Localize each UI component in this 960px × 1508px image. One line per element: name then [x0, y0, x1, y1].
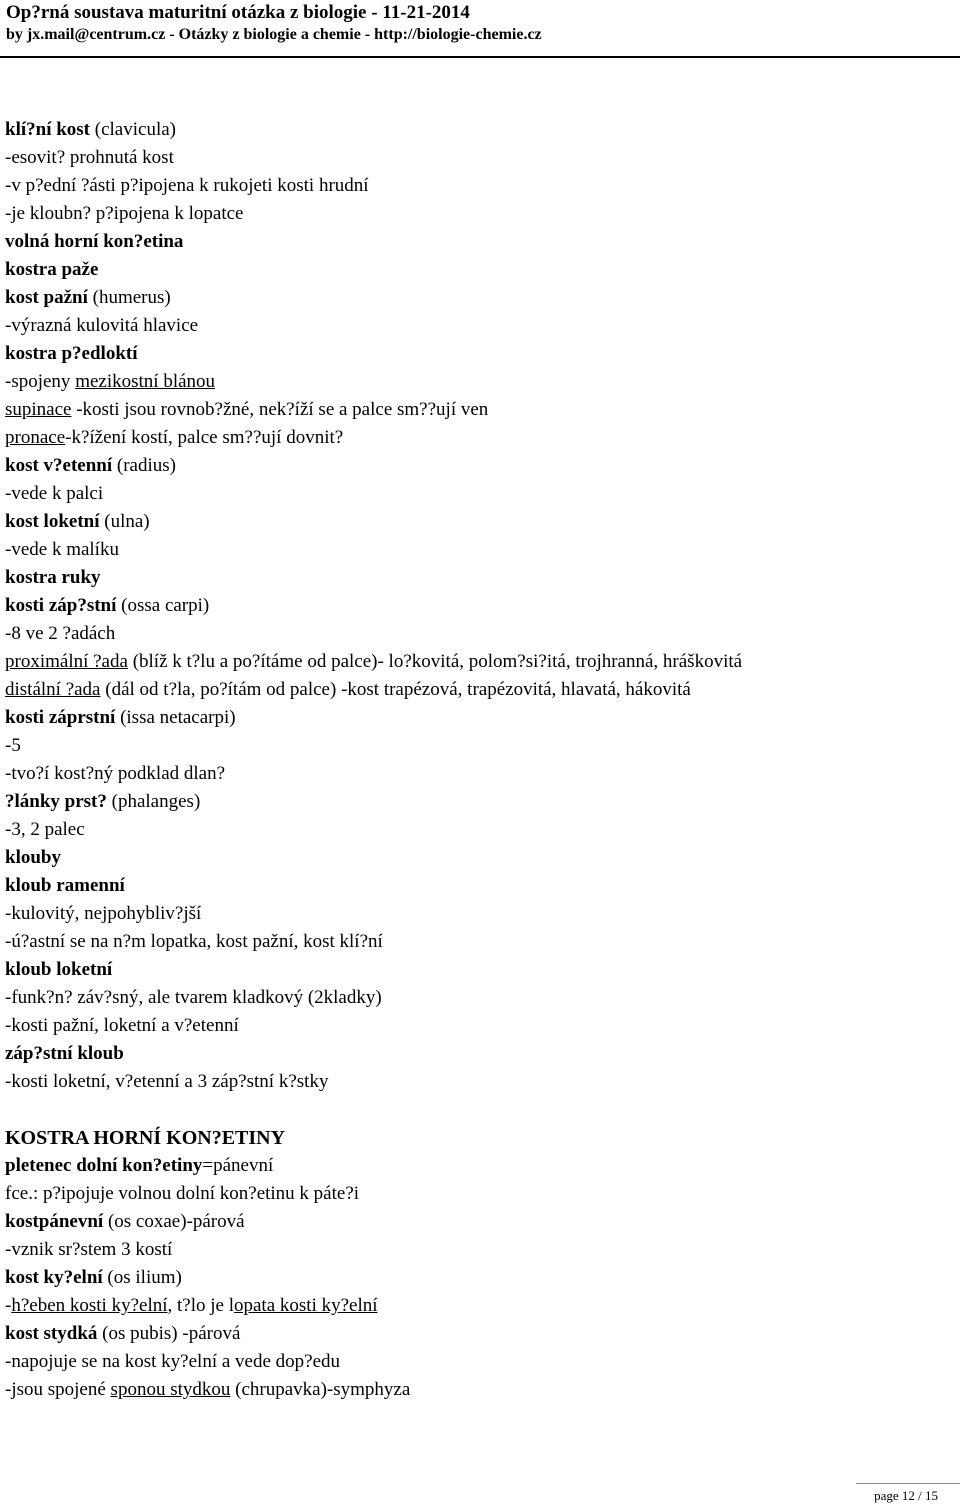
- text-line: [5, 1376, 955, 1404]
- text-line: [5, 228, 955, 256]
- underlined-text: distální ?ada: [5, 679, 101, 700]
- text-segment: -vznik sr?stem 3 kostí: [5, 1239, 173, 1260]
- document-subtitle: by jx.mail@centrum.cz - Otázky z biologie a chemie - http://biologie-chemie.cz: [6, 26, 542, 43]
- text-segment: (clavicula): [90, 119, 176, 140]
- text-segment: (blíž k t?lu a po?ítáme od palce)- lo?kovitá, polom?si?itá, trojhranná, hráškovitá: [127, 651, 743, 672]
- text-segment: (os ilium): [102, 1267, 182, 1288]
- text-line: [5, 1292, 955, 1320]
- text-line: [5, 620, 955, 648]
- underlined-text: opata kosti ky?elní: [234, 1295, 378, 1316]
- bold-term: kloub ramenní: [5, 875, 125, 896]
- text-line: [5, 1152, 955, 1180]
- text-segment: (radius): [112, 455, 176, 476]
- bold-term: kosti záp?stní: [5, 595, 117, 616]
- bold-term: kostra paže: [5, 259, 99, 280]
- text-line: [5, 1012, 955, 1040]
- text-segment: fce.: p?ipojuje volnou dolní kon?etinu k páte?i: [5, 1183, 360, 1204]
- underlined-text: sponou stydkou: [110, 1379, 231, 1400]
- bold-term: kosti záprstní: [5, 707, 116, 728]
- text-line: [5, 816, 955, 844]
- text-line: [5, 760, 955, 788]
- text-segment: -k?ížení kostí, palce sm??ují dovnit?: [65, 427, 344, 448]
- text-line: [5, 1040, 955, 1068]
- text-line: [5, 1180, 955, 1208]
- text-line: [5, 172, 955, 200]
- bold-term: kost ky?elní: [5, 1267, 103, 1288]
- text-segment: (issa netacarpi): [115, 707, 236, 728]
- text-line: [5, 900, 955, 928]
- footer-divider: [856, 1483, 960, 1484]
- text-line: [5, 144, 955, 172]
- text-segment: -esovit? prohnutá kost: [5, 147, 174, 168]
- text-line: [5, 1264, 955, 1292]
- bold-term: kost stydká: [5, 1323, 98, 1344]
- text-line: [5, 676, 955, 704]
- text-segment: -v p?ední ?ásti p?ipojena k rukojeti kosti hrudní: [5, 175, 369, 196]
- underlined-text: supinace: [5, 399, 72, 420]
- page-number: page 12 / 15: [874, 1488, 938, 1503]
- text-line: [5, 1348, 955, 1376]
- text-line: [5, 424, 955, 452]
- text-line: [5, 508, 955, 536]
- text-line: [5, 284, 955, 312]
- text-line: [5, 116, 955, 144]
- bold-term: kostra ruky: [5, 567, 101, 588]
- text-line: [5, 480, 955, 508]
- text-segment: =pánevní: [202, 1155, 274, 1176]
- text-segment: (phalanges): [106, 791, 201, 812]
- text-segment: (ulna): [99, 511, 150, 532]
- text-segment: -kosti pažní, loketní a v?etenní: [5, 1015, 239, 1036]
- underlined-text: proximální ?ada: [5, 651, 128, 672]
- text-segment: -funk?n? záv?sný, ale tvarem kladkový (2kladky): [5, 987, 382, 1008]
- text-segment: -výrazná kulovitá hlavice: [5, 315, 199, 336]
- text-line: [5, 1124, 955, 1152]
- text-segment: -kulovitý, nejpohybliv?jší: [5, 903, 202, 924]
- text-segment: -: [5, 1295, 12, 1316]
- text-segment: (humerus): [87, 287, 171, 308]
- text-segment: -jsou spojené: [5, 1379, 111, 1400]
- text-line: [5, 312, 955, 340]
- bold-term: klouby: [5, 847, 61, 868]
- text-line: [5, 564, 955, 592]
- bold-term: záp?stní kloub: [5, 1043, 124, 1064]
- text-line: [5, 984, 955, 1012]
- text-line: [5, 396, 955, 424]
- underlined-text: h?eben kosti ky?elní: [11, 1295, 168, 1316]
- header-divider: [0, 56, 960, 58]
- text-line: [5, 956, 955, 984]
- text-line: [5, 592, 955, 620]
- text-segment: (ossa carpi): [116, 595, 210, 616]
- bold-term: kost loketní: [5, 511, 100, 532]
- underlined-text: pronace: [5, 427, 66, 448]
- bold-term: kloub loketní: [5, 959, 113, 980]
- bold-term: KOSTRA HORNÍ KON?ETINY: [5, 1127, 286, 1149]
- text-segment: -vede k palci: [5, 483, 104, 504]
- text-segment: -kosti jsou rovnob?žné, nek?íží se a palce sm??ují ven: [71, 399, 489, 420]
- text-segment: -3, 2 palec: [5, 819, 85, 840]
- text-line: [5, 1208, 955, 1236]
- bold-term: kostpánevní: [5, 1211, 104, 1232]
- text-line: [5, 340, 955, 368]
- bold-term: kostra p?edloktí: [5, 343, 138, 364]
- bold-term: klí?ní kost: [5, 119, 91, 140]
- text-segment: -napojuje se na kost ky?elní a vede dop?edu: [5, 1351, 341, 1372]
- bold-term: kost v?etenní: [5, 455, 113, 476]
- bold-term: kost pažní: [5, 287, 88, 308]
- text-segment: , t?lo je l: [167, 1295, 234, 1316]
- document-body: [5, 116, 955, 1404]
- text-line: [5, 704, 955, 732]
- text-line: [5, 200, 955, 228]
- text-segment: (os coxae)-párová: [103, 1211, 245, 1232]
- text-segment: -ú?astní se na n?m lopatka, kost pažní, kost klí?ní: [5, 931, 383, 952]
- text-line: [5, 1320, 955, 1348]
- text-segment: -kosti loketní, v?etenní a 3 záp?stní k?stky: [5, 1071, 329, 1092]
- bold-term: pletenec dolní kon?etiny: [5, 1155, 203, 1176]
- bold-term: volná horní kon?etina: [5, 231, 184, 252]
- text-segment: (os pubis) -párová: [97, 1323, 241, 1344]
- text-segment: -5: [5, 735, 21, 756]
- text-line: [5, 536, 955, 564]
- text-line: [5, 844, 955, 872]
- text-line: [5, 872, 955, 900]
- text-segment: -tvo?í kost?ný podklad dlan?: [5, 763, 226, 784]
- text-segment: (dál od t?la, po?ítám od palce) -kost trapézová, trapézovitá, hlavatá, hákovitá: [100, 679, 691, 700]
- text-line: [5, 1068, 955, 1096]
- text-segment: -je kloubn? p?ipojena k lopatce: [5, 203, 244, 224]
- text-segment: (chrupavka)-symphyza: [230, 1379, 411, 1400]
- text-line: [5, 788, 955, 816]
- text-line: [5, 1236, 955, 1264]
- page-header: [6, 0, 956, 45]
- text-line: [5, 648, 955, 676]
- text-segment: -spojeny: [5, 371, 76, 392]
- text-line: [5, 368, 955, 396]
- underlined-text: mezikostní blánou: [75, 371, 216, 392]
- text-line: [5, 732, 955, 760]
- text-line: [5, 256, 955, 284]
- text-segment: -vede k malíku: [5, 539, 119, 560]
- text-segment: -8 ve 2 ?adách: [5, 623, 116, 644]
- bold-term: ?lánky prst?: [5, 791, 107, 812]
- text-line: [5, 452, 955, 480]
- text-line: [5, 928, 955, 956]
- document-title: Op?rná soustava maturitní otázka z biologie - 11-21-2014: [6, 2, 470, 23]
